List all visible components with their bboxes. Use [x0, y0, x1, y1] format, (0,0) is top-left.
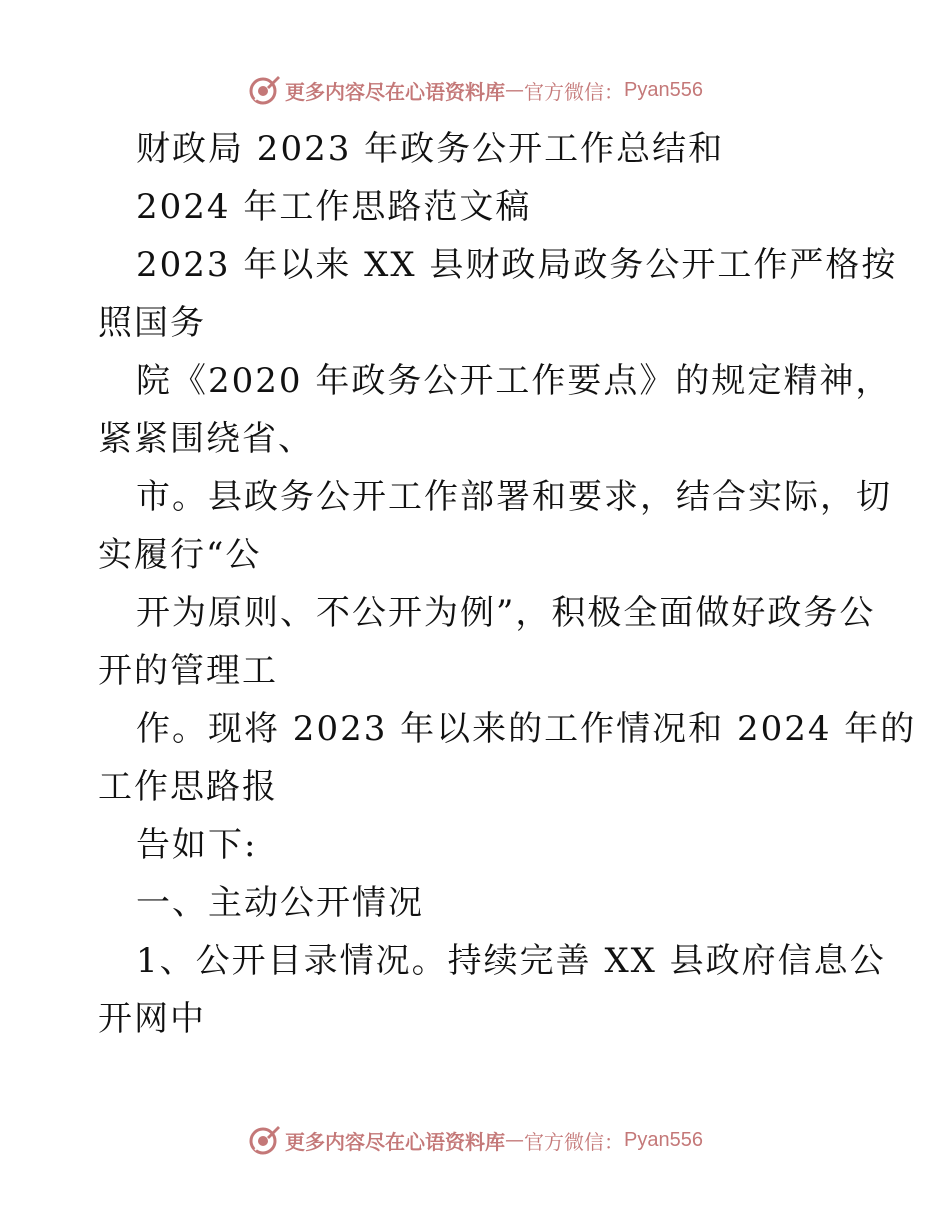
banner-separator: —: [505, 1129, 525, 1151]
banner-separator: —: [505, 79, 525, 101]
text-line: 告如下:: [136, 825, 258, 865]
text-line: 1、公开目录情况。持续完善 XX 县政府信息公: [136, 941, 886, 981]
text-line: 2024 年工作思路范文稿: [136, 187, 532, 227]
text-line: 院《2020 年政务公开工作要点》的规定精神，: [136, 361, 892, 401]
text-line: 实履行“公: [98, 535, 262, 575]
header-banner: [0, 70, 950, 110]
banner-wechat-id: Pyan556: [624, 78, 703, 101]
footer-banner: [0, 1120, 950, 1160]
text-line: 开网中: [98, 999, 206, 1039]
text-line: 紧紧围绕省、: [98, 419, 314, 459]
pen-logo-icon: [247, 1123, 281, 1157]
text-line: 市。县政务公开工作部署和要求，结合实际，切: [136, 477, 892, 517]
text-line: 一、主动公开情况: [136, 883, 424, 923]
text-line: 作。现将 2023 年以来的工作情况和 2024 年的: [136, 709, 917, 749]
text-line: 工作思路报: [98, 767, 278, 807]
text-line: 财政局 2023 年政务公开工作总结和: [136, 129, 725, 169]
banner-main-text: 更多内容尽在心语资料库: [285, 1129, 506, 1154]
banner-main-text: 更多内容尽在心语资料库: [285, 79, 506, 104]
banner-wechat-label: 官方微信：: [524, 1129, 625, 1154]
banner-wechat-label: 官方微信：: [524, 79, 625, 104]
text-line: 2023 年以来 XX 县财政局政务公开工作严格按: [136, 245, 898, 285]
text-line: 开的管理工: [98, 651, 278, 691]
text-line: 开为原则、不公开为例”，积极全面做好政务公: [136, 593, 876, 633]
document-body: [98, 120, 917, 1048]
pen-logo-icon: [247, 73, 281, 107]
text-line: 照国务: [98, 303, 206, 343]
banner-wechat-id: Pyan556: [624, 1128, 703, 1151]
